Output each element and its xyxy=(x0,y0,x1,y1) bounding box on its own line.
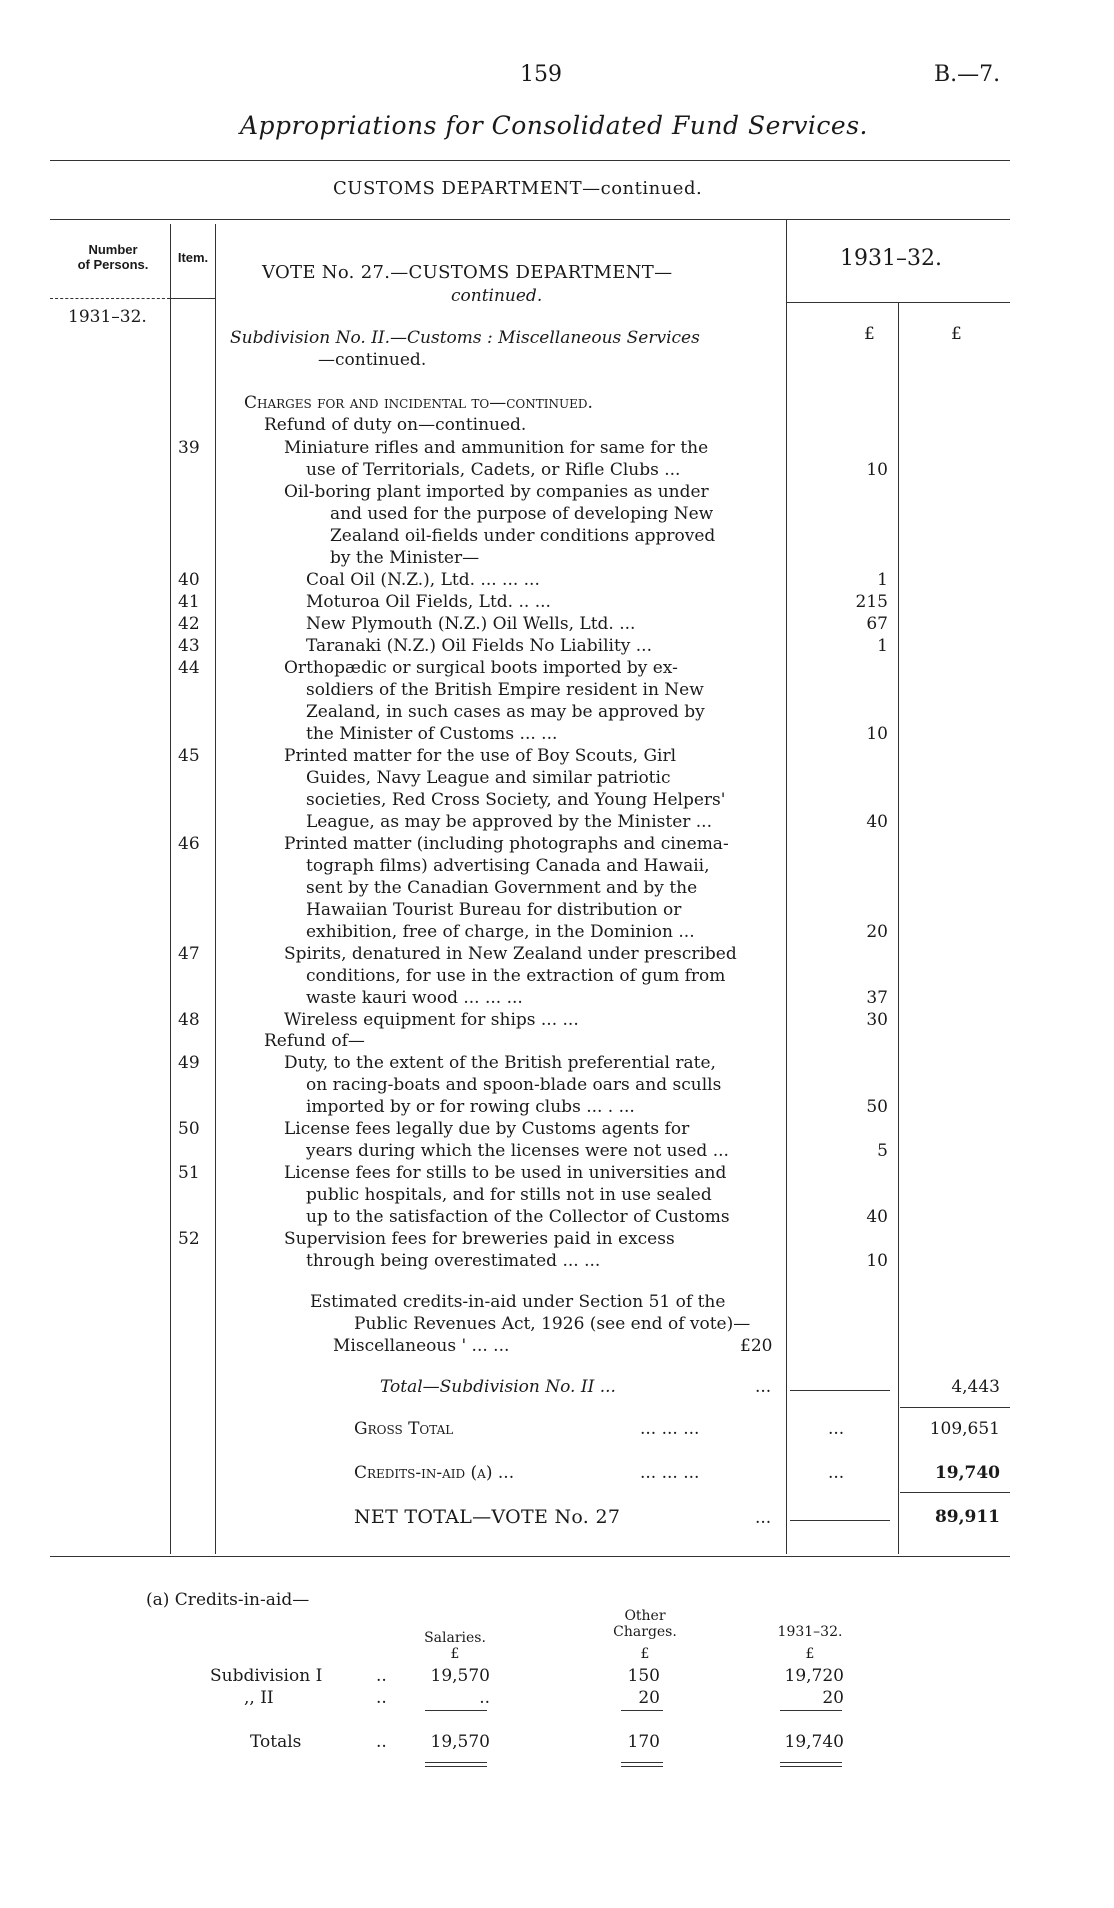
footnote-row-other: 170 xyxy=(627,1732,660,1752)
line-item-amount: 10 xyxy=(866,460,888,480)
footnote-row-dots: .. xyxy=(376,1688,387,1708)
persons-item-divider xyxy=(170,224,171,1554)
item-number: 41 xyxy=(178,592,200,612)
persons-year: 1931–32. xyxy=(68,307,147,327)
line-item-amount: 40 xyxy=(866,812,888,832)
item-header: Item. xyxy=(177,250,209,265)
vote-title-line1: VOTE No. 27.—CUSTOMS DEPARTMENT— xyxy=(262,262,673,283)
line-item-text: the Minister of Customs ... ... xyxy=(306,724,558,744)
line-item-text: waste kauri wood ... ... ... xyxy=(306,988,523,1008)
item-head-rule xyxy=(170,298,215,299)
line-item-text: Moturoa Oil Fields, Ltd. .. ... xyxy=(306,592,551,612)
line-item-text: Orthopædic or surgical boots imported by ex- xyxy=(284,658,678,678)
item-number: 40 xyxy=(178,570,200,590)
credits-in-aid-underline xyxy=(900,1492,1010,1493)
line-item-amount: 67 xyxy=(866,614,888,634)
line-item-text: exhibition, free of charge, in the Dominion ... xyxy=(306,922,695,942)
line-item-text: New Plymouth (N.Z.) Oil Wells, Ltd. ... xyxy=(306,614,636,634)
line-item-amount: 215 xyxy=(855,592,888,612)
line-item-amount: 40 xyxy=(866,1207,888,1227)
line-item-text: Printed matter (including photographs and cinema- xyxy=(284,834,729,854)
footnote-row-other: 20 xyxy=(638,1688,660,1708)
footnote-row-salaries: 19,570 xyxy=(430,1666,490,1686)
net-total-amount: 89,911 xyxy=(934,1507,1000,1527)
subdivision-total-underline xyxy=(900,1407,1010,1408)
line-item-amount: 20 xyxy=(866,922,888,942)
subdivision-total-rule xyxy=(790,1390,890,1391)
item-number: 46 xyxy=(178,834,200,854)
line-item-text: League, as may be approved by the Minister ... xyxy=(306,812,712,832)
footnote-row-salaries: 19,570 xyxy=(430,1732,490,1752)
line-item-amount: 30 xyxy=(866,1010,888,1030)
footnote-row-year: 20 xyxy=(822,1688,844,1708)
gross-total-amount-dots: ... xyxy=(828,1419,845,1439)
table-top-rule xyxy=(50,219,1010,220)
footnote-row-label: Totals xyxy=(250,1732,302,1752)
footnote-salaries-double-rule xyxy=(425,1762,487,1767)
line-item-text: Coal Oil (N.Z.), Ltd. ... ... ... xyxy=(306,570,540,590)
pound-sign-amounts: £ xyxy=(864,324,875,344)
page-number: 159 xyxy=(520,62,562,87)
line-item-text: use of Territorials, Cadets, or Rifle Clubs ... xyxy=(306,460,681,480)
line-item-text: License fees for stills to be used in universities and xyxy=(284,1163,727,1183)
line-item-amount: 10 xyxy=(866,724,888,744)
footnote-pound-other: £ xyxy=(640,1646,650,1662)
item-number: 52 xyxy=(178,1229,200,1249)
line-item-text: Wireless equipment for ships ... ... xyxy=(284,1010,579,1030)
net-total-rule xyxy=(790,1520,890,1521)
item-number: 50 xyxy=(178,1119,200,1139)
line-item-text: Hawaiian Tourist Bureau for distribution or xyxy=(306,900,682,920)
footnote-row-dots: .. xyxy=(376,1666,387,1686)
footnote-pound-salaries: £ xyxy=(450,1646,460,1662)
number-of-persons-header xyxy=(58,242,168,272)
footnote-col-year: 1931–32. xyxy=(777,1624,843,1640)
credits-note-line1: Estimated credits-in-aid under Section 51 of the xyxy=(310,1292,726,1312)
gross-total-amount: 109,651 xyxy=(929,1419,1000,1439)
footnote-col-other-1: Other xyxy=(624,1608,666,1624)
line-item-text: and used for the purpose of developing New xyxy=(330,504,714,524)
item-number: 44 xyxy=(178,658,200,678)
footnote-row-salaries: .. xyxy=(479,1688,490,1708)
gross-total-label: Gross Total xyxy=(354,1419,454,1439)
line-item-text: Miniature rifles and ammunition for same for the xyxy=(284,438,709,458)
year-header: 1931–32. xyxy=(840,246,942,271)
subdivision-total-label: Total—Subdivision No. II ... xyxy=(380,1377,616,1397)
line-item-amount: 1 xyxy=(877,570,888,590)
line-item-text: Oil-boring plant imported by companies as under xyxy=(284,482,709,502)
credits-in-aid-amount-dots: ... xyxy=(828,1463,845,1483)
refund-duty-heading: Refund of duty on—continued. xyxy=(264,415,527,435)
footnote-title: (a) Credits-in-aid— xyxy=(146,1590,310,1610)
line-item-text: Zealand oil-fields under conditions approved xyxy=(330,526,716,546)
title-rule xyxy=(50,160,1010,161)
footnote-row-year: 19,740 xyxy=(784,1732,844,1752)
line-item-text: Supervision fees for breweries paid in excess xyxy=(284,1229,675,1249)
line-item-text: tograph films) advertising Canada and Hawaii, xyxy=(306,856,710,876)
persons-head-rule xyxy=(50,298,170,299)
line-item-text: License fees legally due by Customs agents for xyxy=(284,1119,690,1139)
vote-title-line2: continued. xyxy=(451,286,543,306)
refund-of-heading: Refund of— xyxy=(264,1031,365,1051)
item-number: 45 xyxy=(178,746,200,766)
line-item-text: up to the satisfaction of the Collector of Customs xyxy=(306,1207,730,1227)
line-item-amount: 1 xyxy=(877,636,888,656)
credits-note-line2: Public Revenues Act, 1926 (see end of vote)— xyxy=(354,1314,751,1334)
page-reference: B.—7. xyxy=(934,62,1001,87)
footnote-pound-year: £ xyxy=(805,1646,815,1662)
item-number: 48 xyxy=(178,1010,200,1030)
subdivision-total-dots: ... xyxy=(755,1377,772,1397)
footnote-col-other-2: Charges. xyxy=(613,1624,677,1640)
text-amount-divider xyxy=(786,219,787,1554)
credits-in-aid-amount: 19,740 xyxy=(934,1463,1000,1483)
line-item-amount: 5 xyxy=(877,1141,888,1161)
line-item-text: public hospitals, and for stills not in use sealed xyxy=(306,1185,712,1205)
line-item-text: on racing-boats and spoon-blade oars and sculls xyxy=(306,1075,722,1095)
page-title: Appropriations for Consolidated Fund Services. xyxy=(240,111,869,140)
footnote-salaries-rule xyxy=(425,1710,487,1711)
item-number: 43 xyxy=(178,636,200,656)
line-item-amount: 50 xyxy=(866,1097,888,1117)
line-item-amount: 10 xyxy=(866,1251,888,1271)
item-number: 42 xyxy=(178,614,200,634)
footnote-row-year: 19,720 xyxy=(784,1666,844,1686)
line-item-text: Spirits, denatured in New Zealand under prescribed xyxy=(284,944,737,964)
credits-note-line3: Miscellaneous ' ... ... xyxy=(333,1336,510,1356)
credits-note-amount: £20 xyxy=(740,1336,773,1356)
credits-in-aid-label: Credits-in-aid (a) ... xyxy=(354,1463,515,1483)
pound-sign-totals: £ xyxy=(951,324,962,344)
line-item-text: Duty, to the extent of the British preferential rate, xyxy=(284,1053,716,1073)
item-number: 39 xyxy=(178,438,200,458)
line-item-text: Taranaki (N.Z.) Oil Fields No Liability ... xyxy=(306,636,652,656)
line-item-text: sent by the Canadian Government and by the xyxy=(306,878,698,898)
line-item-text: through being overestimated ... ... xyxy=(306,1251,601,1271)
department-heading: CUSTOMS DEPARTMENT—continued. xyxy=(333,178,703,199)
net-total-label: NET TOTAL—VOTE No. 27 xyxy=(354,1506,621,1528)
net-total-dots: ... xyxy=(755,1508,772,1528)
line-item-text: Printed matter for the use of Boy Scouts, Girl xyxy=(284,746,677,766)
footnote-year-double-rule xyxy=(780,1762,842,1767)
footnote-row-label: ,, II xyxy=(244,1688,274,1708)
line-item-text: years during which the licenses were not used ... xyxy=(306,1141,729,1161)
footnote-other-double-rule xyxy=(621,1762,663,1767)
line-item-text: societies, Red Cross Society, and Young Helpers' xyxy=(306,790,726,810)
amount-total-divider xyxy=(898,302,899,1554)
subdivision-heading-line1: Subdivision No. II.—Customs : Miscellaneous Services xyxy=(230,328,700,348)
subdivision-total-amount: 4,443 xyxy=(951,1377,1000,1397)
footnote-row-other: 150 xyxy=(627,1666,660,1686)
footnote-row-label: Subdivision I xyxy=(210,1666,323,1686)
number-of-persons-label: Number of Persons. xyxy=(77,242,149,272)
item-number: 49 xyxy=(178,1053,200,1073)
gross-total-dots: ... ... ... xyxy=(640,1419,700,1439)
footnote-other-rule xyxy=(621,1710,663,1711)
table-bottom-rule xyxy=(50,1556,1010,1557)
credits-in-aid-dots: ... ... ... xyxy=(640,1463,700,1483)
line-item-text: Zealand, in such cases as may be approved by xyxy=(306,702,705,722)
item-number: 51 xyxy=(178,1163,200,1183)
line-item-text: by the Minister— xyxy=(330,548,480,568)
line-item-amount: 37 xyxy=(866,988,888,1008)
charges-heading: Charges for and incidental to—continued. xyxy=(244,393,593,413)
item-text-divider xyxy=(215,224,216,1554)
line-item-text: conditions, for use in the extraction of gum from xyxy=(306,966,726,986)
item-number: 47 xyxy=(178,944,200,964)
subdivision-heading-line2: —continued. xyxy=(318,350,427,370)
footnote-col-salaries: Salaries. xyxy=(424,1630,486,1646)
line-item-text: soldiers of the British Empire resident in New xyxy=(306,680,704,700)
line-item-text: Guides, Navy League and similar patriotic xyxy=(306,768,671,788)
footnote-row-dots: .. xyxy=(376,1732,387,1752)
footnote-year-rule xyxy=(780,1710,842,1711)
line-item-text: imported by or for rowing clubs ... . ... xyxy=(306,1097,635,1117)
